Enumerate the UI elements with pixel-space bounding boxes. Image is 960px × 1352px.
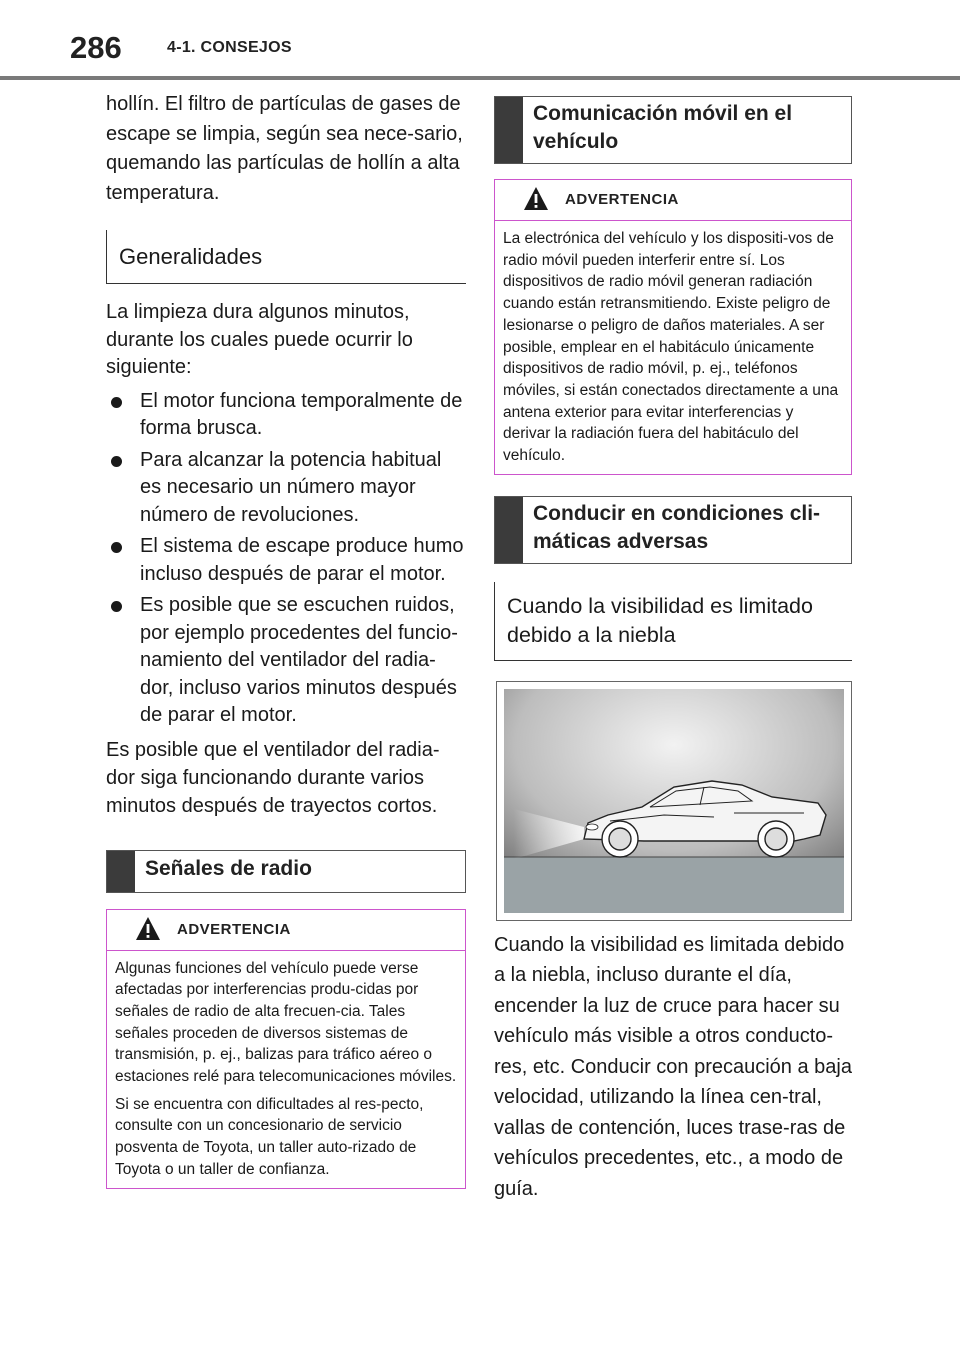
fan-paragraph: Es posible que el ventilador del radia-dor siga funcionando durante varios minutos después de trayectos cortos.	[106, 738, 440, 817]
heading-bar	[107, 851, 135, 892]
cleaning-paragraph: La limpieza dura algunos minutos, durante los cuales puede ocurrir lo siguiente:	[106, 301, 413, 378]
comunicacion-heading: Comunicación móvil en el vehículo	[494, 96, 852, 164]
fog-car-image	[504, 689, 844, 913]
warning-box-radio	[106, 909, 466, 1189]
warning-paragraph: La electrónica del vehículo y los dispositi-vos de radio móvil pueden interferir entre sí. Los dispositivos de radio móvil generan radiación cuando están retransmitiendo. Existe peligro de lesionarse o peligro de daños materiales. A ser posible, emplear en el habitáculo únicamente dispositivos de radio móvil, p. ej., teléfonos móviles, si están conectados directamente a una antena exterior para evitar interferencias y derivar la radiación fuera del habitáculo del vehículo.	[503, 230, 839, 465]
list-item: El motor funciona temporalmente de forma brusca.	[106, 388, 466, 443]
warning-paragraph: Algunas funciones del vehículo puede verse afectadas por interferencias produ-cidas por señales de radio de alta frecuen-cia. Tales señales proceden de diversos sistemas de transmisión, p. ej., balizas para tráfico aéreo o estaciones relé para telecomunicaciones móviles.	[115, 959, 457, 1086]
symptom-list	[106, 388, 466, 730]
warning-body	[107, 951, 465, 1188]
fog-car-illustration	[496, 681, 852, 921]
bullet-icon	[111, 456, 122, 467]
warning-triangle-icon	[523, 186, 549, 212]
section-title: 4-1. CONSEJOS	[167, 39, 292, 56]
niebla-heading: Cuando la visibilidad es limitado debido a la niebla	[494, 582, 852, 661]
bullet-icon	[111, 542, 122, 553]
bullet-icon	[111, 601, 122, 612]
list-item: Para alcanzar la potencia habitual es necesario un número mayor número de revoluciones.	[106, 447, 466, 530]
bullet-icon	[111, 397, 122, 408]
right-column	[494, 96, 852, 1204]
generalidades-heading: Generalidades	[106, 230, 466, 284]
intro-paragraph: hollín. El filtro de partículas de gases de escape se limpia, según sea nece-sario, quemando las partículas de hollín a alta temperatura.	[106, 93, 463, 204]
warning-triangle-icon	[135, 916, 161, 942]
heading-bar	[495, 97, 523, 163]
warning-body	[495, 221, 851, 474]
warning-box-mobile	[494, 179, 852, 475]
left-column	[106, 90, 466, 1189]
warning-header	[107, 910, 465, 951]
warning-paragraph: Si se encuentra con dificultades al res-pecto, consulte con un concesionario de servicio posventa de Toyota, un taller auto-rizado de Toyota o un taller de confianza.	[115, 1095, 424, 1178]
header-rule	[0, 76, 960, 80]
page-number: 286	[70, 30, 122, 65]
warning-header	[495, 180, 851, 221]
heading-bar	[495, 497, 523, 563]
senales-heading: Señales de radio	[106, 850, 466, 893]
niebla-paragraph: Cuando la visibilidad es limitada debido a la niebla, incluso durante el día, encender la luz de cruce para hacer su vehículo más visible a otros conducto-res, etc. Conducir con precaución a baja velocidad, utilizando la línea cen-tral, vallas de contención, luces trase-ras de vehículos precedentes, etc., a modo de guía.	[494, 933, 852, 1200]
conducir-heading: Conducir en condiciones cli-máticas adversas	[494, 496, 852, 564]
page-header	[0, 0, 960, 80]
list-item: El sistema de escape produce humo incluso después de parar el motor.	[106, 533, 466, 588]
warning-label: ADVERTENCIA	[177, 920, 291, 938]
list-item: Es posible que se escuchen ruidos, por ejemplo procedentes del funcio-namiento del ventilador del radia-dor, incluso varios minutos después de parar el motor.	[106, 592, 466, 730]
warning-label: ADVERTENCIA	[565, 191, 679, 208]
